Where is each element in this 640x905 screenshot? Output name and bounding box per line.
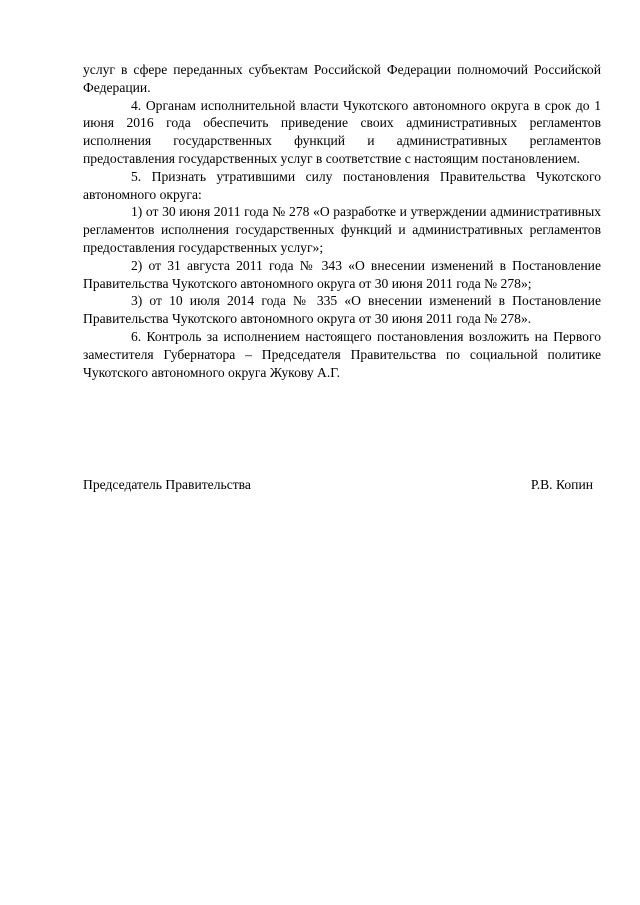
paragraph-item-5-1: 1) от 30 июня 2011 года № 278 «О разработке и утверждении административных регламентов исполнения государственных функций и административных регламентов предоставления государственных услуг»; bbox=[83, 204, 601, 255]
paragraph-item-5-3: 3) от 10 июля 2014 года № 335 «О внесении изменений в Постановление Правительства Чукотского автономного округа от 30 июня 2011 года № 278». bbox=[83, 293, 601, 327]
signatory-name: Р.В. Копин bbox=[530, 477, 593, 492]
paragraph-item-5: 5. Признать утратившими силу постановления Правительства Чукотского автономного округа: bbox=[83, 168, 601, 202]
document-body bbox=[83, 61, 601, 381]
paragraph-item-6: 6. Контроль за исполнением настоящего постановления возложить на Первого заместителя Губернатора – Председателя Правительства по социальной политике Чукотского автономного округа Жукову А.Г. bbox=[83, 328, 601, 380]
paragraph-item-4: 4. Органам исполнительной власти Чукотского автономного округа в срок до 1 июня 2016 года обеспечить приведение своих административных регламентов исполнения государственных функций и административных регламентов предоставления государственных услуг в соответствие с настоящим постановлением. bbox=[83, 97, 601, 166]
paragraph-item-5-2: 2) от 31 августа 2011 года № 343 «О внесении изменений в Постановление Правительства Чукотского автономного округа от 30 июня 2011 года № 278»; bbox=[83, 257, 601, 291]
signature-block bbox=[83, 476, 593, 494]
paragraph-continuation: услуг в сфере переданных субъектам Российской Федерации полномочий Российской Федерации. bbox=[83, 62, 601, 95]
signatory-title: Председатель Правительства bbox=[83, 477, 251, 492]
